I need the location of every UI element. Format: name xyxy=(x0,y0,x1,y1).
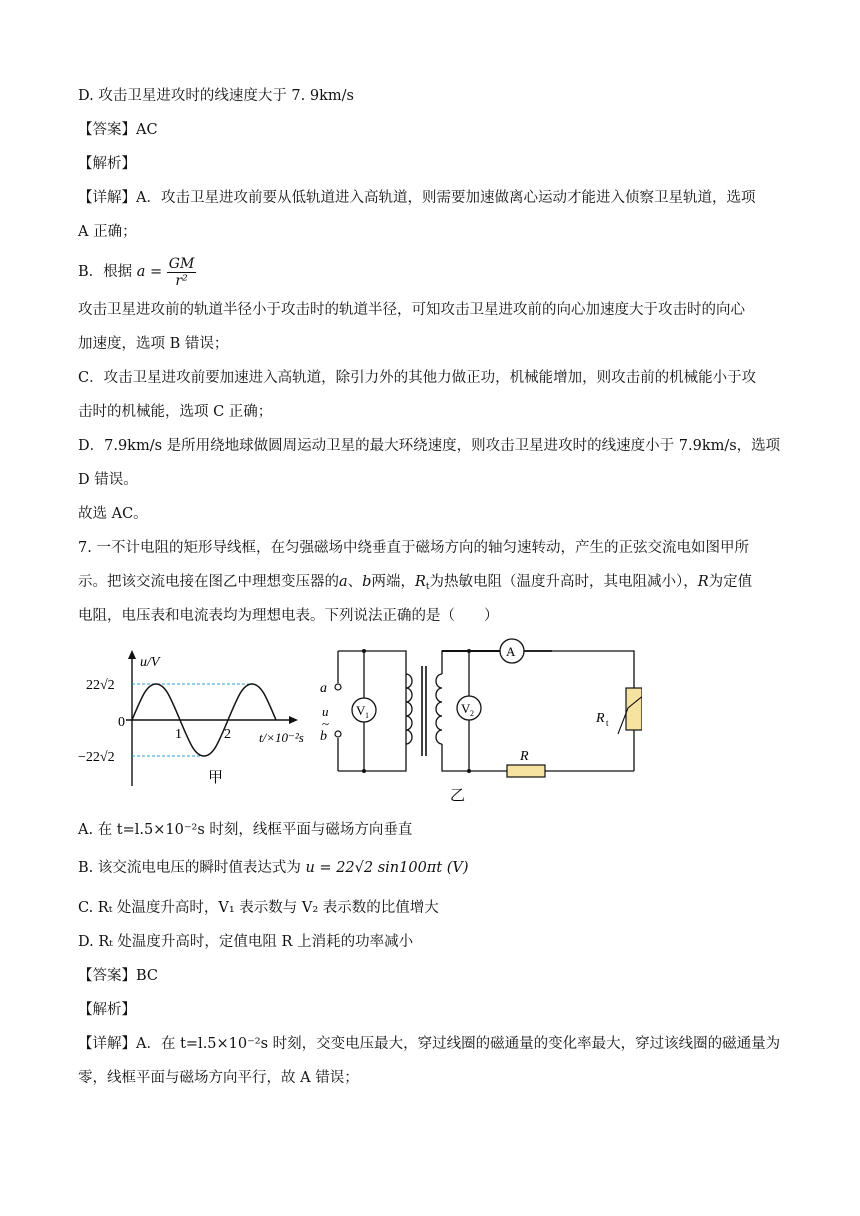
stem-sub-t: t xyxy=(425,582,430,592)
secondary-coil xyxy=(436,674,442,744)
terminal-u-label: u xyxy=(322,704,329,719)
answer-value: BC xyxy=(136,968,159,984)
caption-jia: 甲 xyxy=(208,770,224,786)
stem-text: 、 xyxy=(347,574,363,590)
primary-coil xyxy=(406,674,412,744)
q6-detail-b-line2: 攻击卫星进攻前的轨道半径小于攻击时的轨道半径，可知攻击卫星进攻前的向心加速度大于攻击时的向心 xyxy=(78,302,745,318)
q6-detail-d-line2: D 错误。 xyxy=(78,472,138,488)
detail-tag: 【详解】 xyxy=(78,1036,136,1052)
detail-b-prefix: B．根据 xyxy=(78,264,133,280)
option-b-text: B. 该交流电电压的瞬时值表达式为 xyxy=(78,860,301,876)
ammeter-label: A xyxy=(506,644,516,659)
v2-sub: 2 xyxy=(470,709,474,718)
answer-value: AC xyxy=(136,122,158,138)
resistor-r-label: R xyxy=(520,749,529,764)
formula-numerator: GM xyxy=(168,255,195,272)
thermistor-rt-label: R xyxy=(596,711,605,726)
v2-label: V xyxy=(461,701,471,716)
negative-peak-label: −22√2 xyxy=(78,750,115,765)
q6-detail-b-formula-line xyxy=(78,252,196,292)
q6-detail-d-line1: D．7.9km/s 是所用绕地球做圆周运动卫星的最大环绕速度，则攻击卫星进攻时的线速度小于 7.9km/s，选项 xyxy=(78,438,781,454)
stem-var-rt: R xyxy=(414,574,426,590)
q7-stem-line3: 电阻，电压表和电流表均为理想电表。下列说法正确的是（ ） xyxy=(78,608,499,624)
stem-var-a: a xyxy=(339,574,348,590)
terminal-a-label: a xyxy=(320,681,327,696)
q7-option-b xyxy=(78,858,469,878)
q6-detail-c-line1: C．攻击卫星进攻前要加速进入高轨道，除引力外的其他力做正功，机械能增加，则攻击前的机械能小于攻 xyxy=(78,370,757,386)
q7-detail-a-line2: 零，线框平面与磁场方向平行，故 A 错误； xyxy=(78,1070,359,1086)
q7-option-c: C. Rₜ 处温度升高时，V₁ 表示数与 V₂ 表示数的比值增大 xyxy=(78,900,439,916)
tilde-label: ~ xyxy=(322,716,330,731)
v1-label: V xyxy=(356,703,366,718)
q7-option-d: D. Rₜ 处温度升高时，定值电阻 R 上消耗的功率减小 xyxy=(78,934,414,950)
resistor-r xyxy=(507,765,545,777)
thermistor-rt-sub: t xyxy=(606,718,609,728)
answer-tag: 【答案】 xyxy=(78,968,136,984)
q6-detail-b-line3: 加速度，选项 B 错误； xyxy=(78,336,229,352)
stem-text: 两端， xyxy=(371,574,415,590)
detail-tag: 【详解】 xyxy=(78,190,136,206)
detail-a-text: A．在 t=l.5×10⁻²s 时刻，交变电压最大，穿过线圈的磁通量的变化率最大，穿过该线圈的磁通量为 xyxy=(136,1036,781,1052)
q6-detail-c-line2: 击时的机械能，选项 C 正确； xyxy=(78,404,273,420)
v1-sub: 1 xyxy=(365,711,369,720)
q7-answer xyxy=(78,966,158,986)
formula-denominator: r² xyxy=(175,272,188,289)
terminal-b-label: b xyxy=(320,729,327,744)
thermistor-rt xyxy=(626,688,642,730)
answer-tag: 【答案】 xyxy=(78,122,136,138)
stem-text: 为定值 xyxy=(708,574,753,590)
q7-stem-line1: 7. 一不计电阻的矩形导线框，在匀强磁场中绕垂直于磁场方向的轴匀速转动，产生的正弦交流电如图甲所 xyxy=(78,540,749,556)
q6-detail-a-line1 xyxy=(78,188,755,208)
stem-var-r: R xyxy=(697,574,709,590)
x-axis-label: t/×10⁻²s xyxy=(259,730,304,745)
figure-jia-sine-graph xyxy=(74,646,324,796)
tick-1-label: 1 xyxy=(175,727,182,742)
caption-yi: 乙 xyxy=(450,788,466,804)
formula-lhs: a = xyxy=(136,264,163,280)
stem-text: 示。把该交流电接在图乙中理想变压器的 xyxy=(78,574,339,590)
stem-text: 为热敏电阻（温度升高时，其电阻减小）， xyxy=(429,574,698,590)
q7-stem-line2 xyxy=(78,572,752,597)
q6-answer xyxy=(78,120,158,140)
q7-analysis-tag: 【解析】 xyxy=(78,1002,136,1018)
figure-yi-circuit xyxy=(312,638,642,806)
positive-peak-label: 22√2 xyxy=(86,678,115,693)
y-axis-label: u/V xyxy=(140,655,160,670)
tick-2-label: 2 xyxy=(224,727,231,742)
option-b-formula: u = 22√2 sin100πt (V) xyxy=(305,860,469,876)
q6-detail-a-line2: A 正确； xyxy=(78,224,137,240)
q6-analysis-tag: 【解析】 xyxy=(78,156,136,172)
formula-fraction xyxy=(167,256,197,289)
stem-var-b: b xyxy=(362,574,372,590)
origin-label: 0 xyxy=(118,715,125,730)
detail-a-text: A．攻击卫星进攻前要从低轨道进入高轨道，则需要加速做离心运动才能进入侦察卫星轨道，选项 xyxy=(136,190,756,206)
q6-conclusion: 故选 AC。 xyxy=(78,506,148,522)
q7-option-a: A. 在 t=l.5×10⁻²s 时刻，线框平面与磁场方向垂直 xyxy=(78,822,413,838)
q6-option-d: D. 攻击卫星进攻时的线速度大于 7. 9km/s xyxy=(78,88,354,104)
q7-detail-a-line1 xyxy=(78,1034,780,1054)
